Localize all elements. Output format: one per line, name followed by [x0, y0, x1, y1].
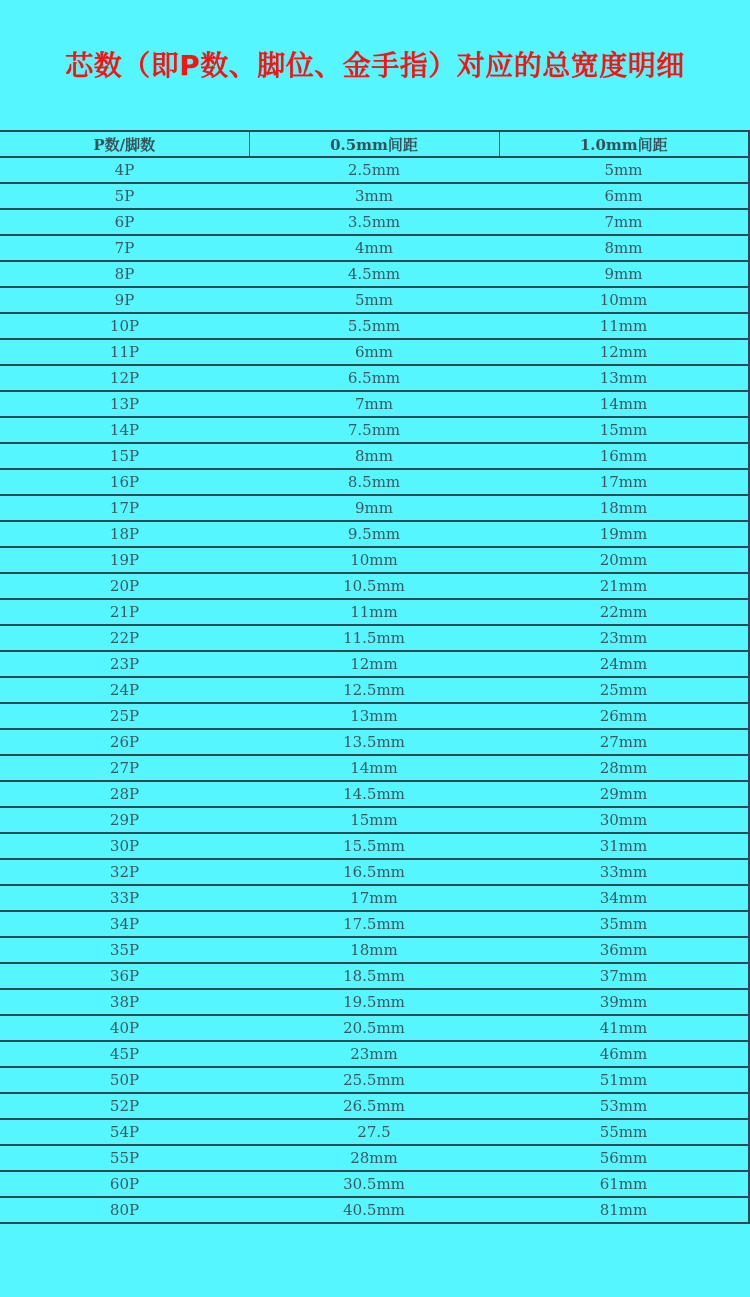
pin-count-cell: 33P	[0, 885, 249, 911]
width-1-0mm-cell: 56mm	[499, 1145, 749, 1171]
pin-count-cell: 8P	[0, 261, 249, 287]
header-pitch-0-5mm: 0.5mm间距	[249, 131, 499, 157]
table-row	[0, 209, 749, 235]
width-1-0mm-cell: 20mm	[499, 547, 749, 573]
table-row	[0, 261, 749, 287]
width-0-5mm-cell: 30.5mm	[249, 1171, 499, 1197]
width-0-5mm-cell: 10.5mm	[249, 573, 499, 599]
width-1-0mm-cell: 13mm	[499, 365, 749, 391]
table-row	[0, 677, 749, 703]
width-1-0mm-cell: 36mm	[499, 937, 749, 963]
width-1-0mm-cell: 16mm	[499, 443, 749, 469]
pin-count-cell: 11P	[0, 339, 249, 365]
pin-count-cell: 45P	[0, 1041, 249, 1067]
table-row	[0, 1119, 749, 1145]
table-row	[0, 573, 749, 599]
pin-count-cell: 4P	[0, 157, 249, 183]
width-1-0mm-cell: 26mm	[499, 703, 749, 729]
width-1-0mm-cell: 37mm	[499, 963, 749, 989]
width-0-5mm-cell: 4mm	[249, 235, 499, 261]
table-row	[0, 833, 749, 859]
table-row	[0, 781, 749, 807]
width-1-0mm-cell: 23mm	[499, 625, 749, 651]
table-row	[0, 443, 749, 469]
table-row	[0, 157, 749, 183]
width-1-0mm-cell: 61mm	[499, 1171, 749, 1197]
pin-count-cell: 20P	[0, 573, 249, 599]
width-0-5mm-cell: 17mm	[249, 885, 499, 911]
width-1-0mm-cell: 25mm	[499, 677, 749, 703]
width-0-5mm-cell: 4.5mm	[249, 261, 499, 287]
width-1-0mm-cell: 22mm	[499, 599, 749, 625]
width-0-5mm-cell: 8.5mm	[249, 469, 499, 495]
width-0-5mm-cell: 11.5mm	[249, 625, 499, 651]
table-row	[0, 989, 749, 1015]
width-0-5mm-cell: 5mm	[249, 287, 499, 313]
width-1-0mm-cell: 35mm	[499, 911, 749, 937]
width-1-0mm-cell: 28mm	[499, 755, 749, 781]
pin-count-cell: 14P	[0, 417, 249, 443]
table-row	[0, 599, 749, 625]
width-1-0mm-cell: 34mm	[499, 885, 749, 911]
width-0-5mm-cell: 14mm	[249, 755, 499, 781]
table-header-row	[0, 131, 749, 157]
width-1-0mm-cell: 41mm	[499, 1015, 749, 1041]
pin-count-cell: 54P	[0, 1119, 249, 1145]
pin-count-cell: 15P	[0, 443, 249, 469]
pin-count-cell: 34P	[0, 911, 249, 937]
width-1-0mm-cell: 53mm	[499, 1093, 749, 1119]
width-0-5mm-cell: 12mm	[249, 651, 499, 677]
width-0-5mm-cell: 28mm	[249, 1145, 499, 1171]
width-0-5mm-cell: 2.5mm	[249, 157, 499, 183]
pin-count-cell: 24P	[0, 677, 249, 703]
width-1-0mm-cell: 18mm	[499, 495, 749, 521]
width-1-0mm-cell: 24mm	[499, 651, 749, 677]
table-row	[0, 807, 749, 833]
table-row	[0, 703, 749, 729]
pin-count-cell: 7P	[0, 235, 249, 261]
width-0-5mm-cell: 9mm	[249, 495, 499, 521]
pin-count-cell: 22P	[0, 625, 249, 651]
table-row	[0, 391, 749, 417]
table-row	[0, 1197, 749, 1223]
width-0-5mm-cell: 26.5mm	[249, 1093, 499, 1119]
table-row	[0, 547, 749, 573]
pin-count-cell: 36P	[0, 963, 249, 989]
width-1-0mm-cell: 31mm	[499, 833, 749, 859]
table-body	[0, 157, 749, 1223]
pin-count-cell: 10P	[0, 313, 249, 339]
pin-count-cell: 21P	[0, 599, 249, 625]
table-row	[0, 521, 749, 547]
width-0-5mm-cell: 14.5mm	[249, 781, 499, 807]
pin-count-cell: 55P	[0, 1145, 249, 1171]
width-1-0mm-cell: 6mm	[499, 183, 749, 209]
pin-count-cell: 25P	[0, 703, 249, 729]
table-row	[0, 963, 749, 989]
width-1-0mm-cell: 55mm	[499, 1119, 749, 1145]
width-0-5mm-cell: 6.5mm	[249, 365, 499, 391]
width-0-5mm-cell: 40.5mm	[343, 1201, 405, 1219]
width-1-0mm-cell: 27mm	[499, 729, 749, 755]
width-1-0mm-cell: 21mm	[499, 573, 749, 599]
width-0-5mm-cell: 15.5mm	[249, 833, 499, 859]
width-1-0mm-cell: 46mm	[499, 1041, 749, 1067]
table-row	[0, 1171, 749, 1197]
pin-count-cell: 50P	[0, 1067, 249, 1093]
width-1-0mm-cell: 8mm	[499, 235, 749, 261]
width-1-0mm-cell: 51mm	[499, 1067, 749, 1093]
width-0-5mm-cell: 8mm	[249, 443, 499, 469]
table-row	[0, 495, 749, 521]
table-row	[0, 755, 749, 781]
width-1-0mm-cell: 7mm	[499, 209, 749, 235]
pin-count-cell: 16P	[0, 469, 249, 495]
table-row	[0, 625, 749, 651]
width-0-5mm-cell: 25.5mm	[249, 1067, 499, 1093]
table-row	[0, 417, 749, 443]
width-0-5mm-cell: 19.5mm	[249, 989, 499, 1015]
table-row	[0, 911, 749, 937]
width-0-5mm-cell: 23mm	[249, 1041, 499, 1067]
width-0-5mm-cell: 10mm	[249, 547, 499, 573]
width-0-5mm-cell: 20.5mm	[249, 1015, 499, 1041]
pin-count-cell: 12P	[0, 365, 249, 391]
table-row	[0, 287, 749, 313]
width-0-5mm-cell: 3.5mm	[249, 209, 499, 235]
pin-count-cell: 38P	[0, 989, 249, 1015]
table-row	[0, 365, 749, 391]
width-0-5mm-cell: 11mm	[249, 599, 499, 625]
table-row	[0, 859, 749, 885]
pin-count-cell: 40P	[0, 1015, 249, 1041]
width-1-0mm-cell: 5mm	[499, 157, 749, 183]
header-pitch-1-0mm: 1.0mm间距	[499, 131, 749, 157]
pin-count-cell: 6P	[0, 209, 249, 235]
pin-count-cell: 30P	[0, 833, 249, 859]
width-0-5mm-cell: 13mm	[249, 703, 499, 729]
pin-count-cell: 80P	[109, 1201, 140, 1219]
width-0-5mm-cell: 6mm	[249, 339, 499, 365]
width-0-5mm-cell: 15mm	[249, 807, 499, 833]
width-0-5mm-cell: 7mm	[249, 391, 499, 417]
pin-count-cell: 28P	[0, 781, 249, 807]
table-row	[0, 313, 749, 339]
pin-count-cell: 32P	[0, 859, 249, 885]
table-row	[0, 937, 749, 963]
table-row	[0, 651, 749, 677]
page-title: 芯数（即P数、脚位、金手指）对应的总宽度明细	[65, 49, 685, 82]
table-row	[0, 1067, 749, 1093]
width-1-0mm-cell: 33mm	[499, 859, 749, 885]
table-row	[0, 339, 749, 365]
width-0-5mm-cell: 3mm	[249, 183, 499, 209]
width-0-5mm-cell: 18mm	[249, 937, 499, 963]
width-0-5mm-cell: 5.5mm	[249, 313, 499, 339]
width-spec-table	[0, 130, 750, 1224]
pin-count-cell: 26P	[0, 729, 249, 755]
pin-count-cell: 35P	[0, 937, 249, 963]
pin-count-cell: 23P	[0, 651, 249, 677]
pin-count-cell: 18P	[0, 521, 249, 547]
width-1-0mm-cell: 39mm	[499, 989, 749, 1015]
width-1-0mm-cell: 11mm	[499, 313, 749, 339]
pin-count-cell: 5P	[0, 183, 249, 209]
table-row	[0, 729, 749, 755]
width-1-0mm-cell: 29mm	[499, 781, 749, 807]
width-0-5mm-cell: 13.5mm	[249, 729, 499, 755]
pin-count-cell: 9P	[0, 287, 249, 313]
width-1-0mm-cell: 81mm	[599, 1201, 648, 1219]
table-row	[0, 183, 749, 209]
width-1-0mm-cell: 9mm	[499, 261, 749, 287]
header-pin-count: P数/脚数	[0, 131, 249, 157]
width-0-5mm-cell: 7.5mm	[249, 417, 499, 443]
width-1-0mm-cell: 30mm	[499, 807, 749, 833]
table-row	[0, 885, 749, 911]
pin-count-cell: 60P	[0, 1171, 249, 1197]
width-1-0mm-cell: 15mm	[499, 417, 749, 443]
pin-count-cell: 52P	[0, 1093, 249, 1119]
table-row	[0, 1015, 749, 1041]
width-1-0mm-cell: 19mm	[499, 521, 749, 547]
table-row	[0, 1145, 749, 1171]
width-0-5mm-cell: 12.5mm	[249, 677, 499, 703]
width-0-5mm-cell: 27.5	[249, 1119, 499, 1145]
pin-count-cell: 13P	[0, 391, 249, 417]
table-row	[0, 469, 749, 495]
width-1-0mm-cell: 14mm	[499, 391, 749, 417]
width-1-0mm-cell: 10mm	[499, 287, 749, 313]
width-0-5mm-cell: 16.5mm	[249, 859, 499, 885]
table-row	[0, 1093, 749, 1119]
pin-count-cell: 29P	[0, 807, 249, 833]
pin-count-cell: 17P	[0, 495, 249, 521]
table-row	[0, 235, 749, 261]
width-1-0mm-cell: 17mm	[499, 469, 749, 495]
pin-count-cell: 27P	[0, 755, 249, 781]
pin-count-cell: 19P	[0, 547, 249, 573]
width-0-5mm-cell: 9.5mm	[249, 521, 499, 547]
width-0-5mm-cell: 18.5mm	[249, 963, 499, 989]
table-row	[0, 1041, 749, 1067]
width-0-5mm-cell: 17.5mm	[249, 911, 499, 937]
width-1-0mm-cell: 12mm	[499, 339, 749, 365]
